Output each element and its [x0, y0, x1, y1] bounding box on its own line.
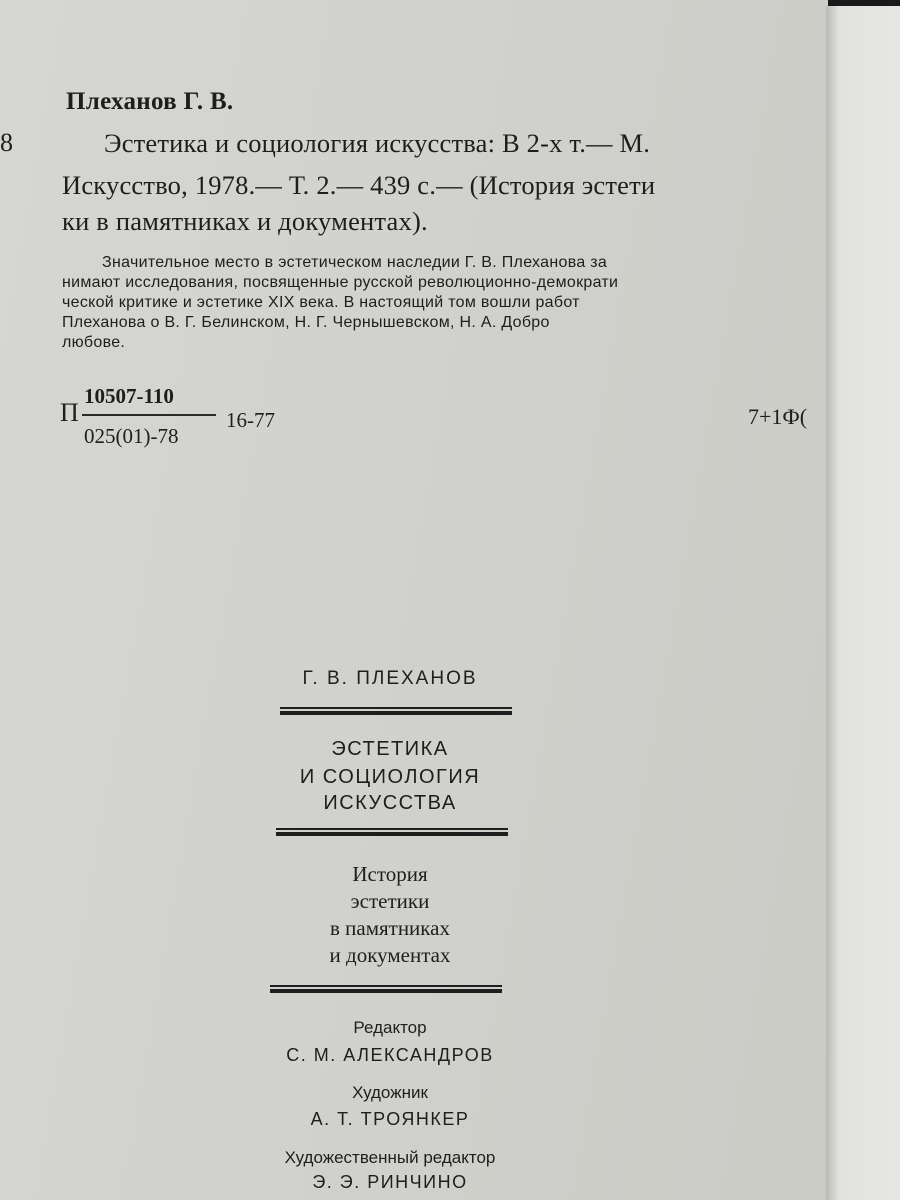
class-number: 8 [0, 128, 13, 157]
book-title-line-2: И СОЦИОЛОГИЯ [299, 766, 481, 788]
rule-3 [270, 985, 502, 994]
rule-1 [280, 707, 512, 716]
annotation-line-1: Значительное место в эстетическом наследии Г. В. Плеханова за [102, 254, 608, 271]
annotation-line-2: нимают исследования, посвященные русской революционно-демократи [62, 274, 619, 291]
code-denominator: 025(01)-78 [84, 424, 179, 448]
bib-line-1: Эстетика и социология искусства: В 2-х т.— М. [104, 128, 651, 158]
bib-line-3: ки в памятниках и документах). [62, 206, 428, 236]
book-title-line-3: ИСКУССТВА [323, 792, 457, 814]
credit-name-1: С. М. АЛЕКСАНДРОВ [286, 1045, 494, 1065]
book-title-line-1: ЭСТЕТИКА [331, 738, 449, 760]
title-author: Г. В. ПЛЕХАНОВ [302, 668, 478, 689]
annotation-line-5: любове. [62, 334, 126, 351]
series-line-1: История [352, 862, 428, 886]
credit-name-3: Э. Э. РИНЧИНО [312, 1172, 468, 1192]
rule-2 [276, 828, 508, 837]
code-suffix: 16-77 [226, 408, 275, 432]
card-author: Плеханов Г. В. [66, 88, 234, 115]
code-prefix: П [60, 398, 79, 427]
credit-role-1: Редактор [353, 1018, 427, 1037]
series-line-4: и документах [329, 943, 451, 967]
series-line-3: в памятниках [329, 916, 451, 940]
annotation-line-3: ческой критике и эстетике XIX века. В настоящий том вошли работ [62, 294, 580, 311]
adjacent-page-edge [826, 6, 900, 1200]
credit-role-2: Художник [352, 1083, 428, 1102]
fraction-line [82, 414, 216, 416]
code-right: 7+1Ф( [748, 404, 808, 429]
annotation-line-4: Плеханова о В. Г. Белинском, Н. Г. Чернышевском, Н. А. Добро [62, 314, 550, 331]
bib-line-2: Искусство, 1978.— Т. 2.— 439 с.— (История эстети [62, 170, 656, 200]
credit-role-3: Художественный редактор [284, 1148, 496, 1167]
series-line-2: эстетики [350, 889, 430, 913]
code-numerator: 10507-110 [84, 384, 174, 408]
credit-name-2: А. Т. ТРОЯНКЕР [310, 1109, 470, 1129]
